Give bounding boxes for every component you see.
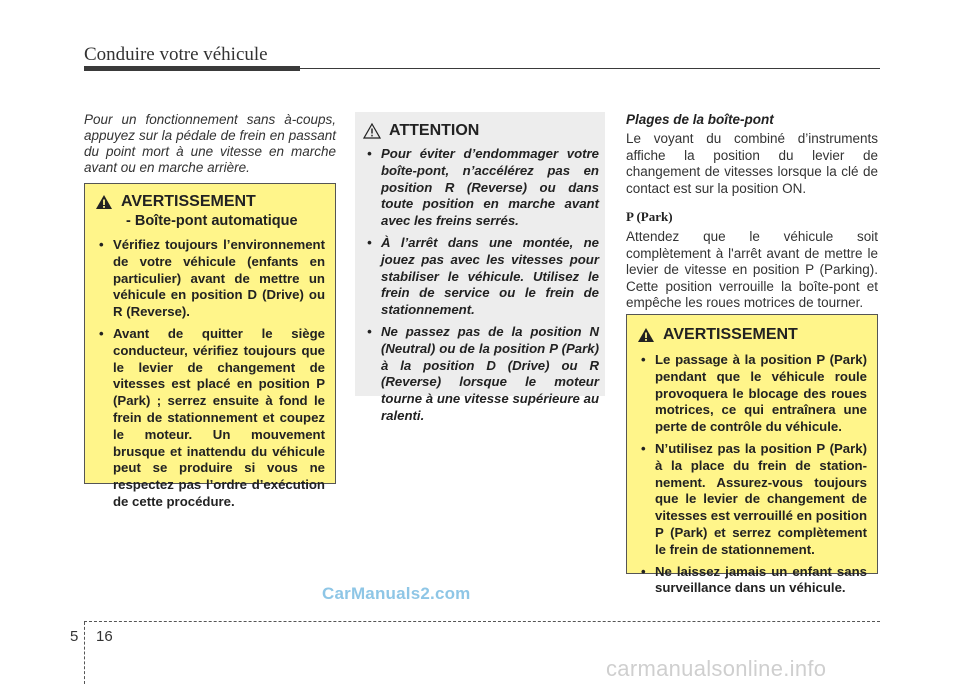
warning-box-park [626, 314, 878, 596]
warning-list [637, 352, 867, 597]
footer-rule [84, 621, 880, 622]
warning-title: AVERTISSEMENT [121, 193, 256, 210]
page-number: 16 [96, 628, 113, 645]
section-title: Plages de la boîte-pont [626, 112, 774, 127]
footer-vertical-rule [84, 622, 85, 684]
warning-title: AVERTISSEMENT [663, 326, 798, 343]
right-column-text [626, 112, 878, 312]
park-heading: P (Park) [626, 209, 673, 224]
warning-box-automatic [84, 183, 336, 509]
intro-paragraph: Pour un fonctionnement sans à-coups, appuyez sur la pédale de frein en passant du point mort à une vitesse en marche avant ou en marche arrière. [84, 112, 336, 175]
carmanuals-watermark[interactable]: CarManuals2.com [322, 584, 471, 603]
header-rule-thick [84, 66, 300, 71]
warning-triangle-icon [637, 327, 655, 343]
paragraph-indicator: Le voyant du combiné d’instruments affiche la position du levier de changement de vitesses lorsque la clé de contact est sur la position ON. [626, 131, 878, 196]
warning-subtitle: - Boîte-pont automatique [126, 213, 298, 229]
warning-triangle-icon [95, 194, 113, 210]
warning-header [637, 326, 867, 344]
warning-item: • Le passage à la position P (Park) pendant que le véhicule roule provoquera le blocage des roues motrices, ce qui entraînera une perte de contrôle du véhicule. [637, 352, 867, 436]
carmanualsonline-watermark[interactable]: carmanualsonline.info [606, 656, 827, 681]
attention-title: ATTENTION [389, 122, 480, 139]
attention-item: • Pour éviter d’endommager votre boîte-pont, n’accélérez pas en position R (Reverse) ou dans toute position en marche avant avec les freins serrés. [363, 146, 599, 230]
caution-triangle-icon [363, 123, 381, 139]
warning-item: • Vérifiez toujours l’environnement de votre véhicule (enfants en particulier) avant de mettre un véhicule en position D (Drive) ou R (Reverse). [95, 237, 325, 321]
warning-item: • Avant de quitter le siège conducteur, vérifiez toujours que le levier de changement de vitesses est placé en position P (Park) ; serrez ensuite à fond le frein de stationnement et coupez le moteur. Un mouvement brusque et inattendu du véhicule peut se produire si vous ne respectez pas l’ordre d’exécution de cette procédure. [95, 326, 325, 511]
warning-item: • Ne laissez jamais un enfant sans surveillance dans un véhicule. [637, 564, 867, 598]
attention-item: • Ne passez pas de la position N (Neutral) ou de la position P (Park) à la position D (Drive) ou R (Reverse) lorsque le moteur tourne à une vitesse supérieure au ralenti. [363, 324, 599, 425]
attention-box [355, 112, 605, 423]
header-rule-thin [300, 68, 880, 69]
section-number: 5 [70, 628, 79, 645]
attention-list [363, 146, 599, 425]
warning-list [95, 237, 325, 511]
page-header-title: Conduire votre véhicule [84, 44, 268, 65]
attention-header [363, 122, 599, 140]
warning-header [95, 193, 325, 211]
attention-item: • À l’arrêt dans une montée, ne jouez pas avec les vitesses pour stabiliser le véhicule. Utilisez le frein de service ou le frein de stationnement. [363, 235, 599, 319]
warning-item: • N’utilisez pas la position P (Park) à la place du frein de station-nement. Assurez-vous toujours que le levier de changement de vitesses est verrouillé en position P (Park) et serrez complètement le frein de stationnement. [637, 441, 867, 559]
paragraph-park: Attendez que le véhicule soit complètement à l'arrêt avant de mettre le levier de vitesse en position P (Parking). Cette position verrouille la boîte-pont et empêche les roues motrices de tourner. [626, 229, 878, 310]
